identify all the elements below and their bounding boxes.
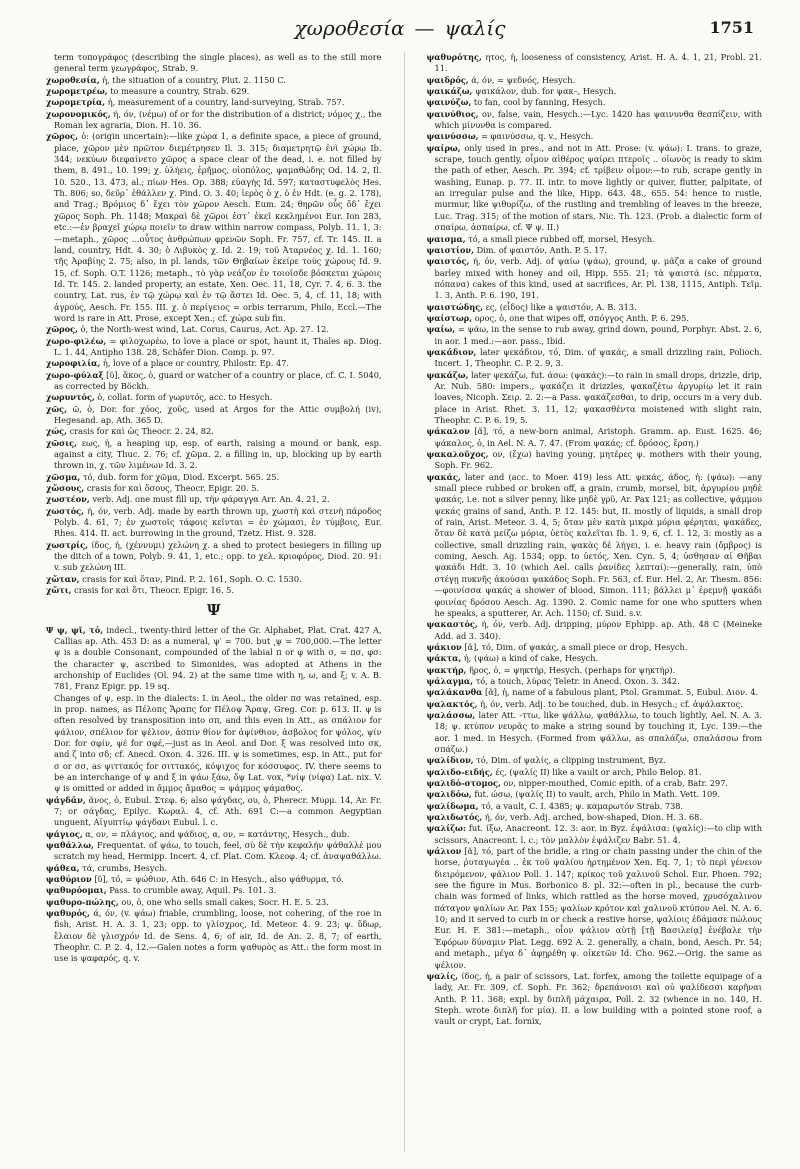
- entry-headword: ψάγδᾱν,: [46, 794, 86, 805]
- dictionary-entry: [46, 840, 382, 863]
- entry-definition: = ψάω, in the sense to rub away, grind down, pound, Porphyr. Abst. 2. 6, in aor. 1 med.:—aor. pass., Ibid.: [434, 324, 762, 346]
- dictionary-entry: [426, 143, 762, 234]
- dictionary-entry: [426, 778, 762, 789]
- dictionary-entry: [426, 699, 762, 710]
- entry-definition: = φαινύσσω, q. v., Hesych.: [481, 131, 594, 142]
- entry-headword: ψαθυρότης,: [426, 52, 482, 62]
- entry-definition: [ῠ], ἄκος, ὁ, guard or watcher of a country or place, cf. C. I. 5040, as corrected by Böckh.: [54, 369, 382, 391]
- dictionary-entry: [426, 801, 762, 812]
- entry-definition: later Att. -ττω, like ψάλλω, ψαθάλλω, to touch lightly, Ael. N. A. 3. 18; ψ. κτύπον νευρᾶς to make a string sound by touching it, Lyc. 139:—the aor. 1 med. in Hesych. (Formed from ψάλλω, as σπαλάζω, σπαλάσσω from σπάζω.): [434, 709, 762, 754]
- entry-definition: Frequentat. of ψάω, to touch, feel, σὺ δὲ τὴν κεφαλήν ψάθαλλέ μου scratch my head, Hermipp. Incert. 4, cf. Plat. Com. Κλεοφ. 4; cf. ἀναψαθάλλω.: [54, 840, 382, 862]
- dictionary-entry: [426, 97, 762, 108]
- entry-headword: ψάκαλον: [426, 426, 470, 437]
- dictionary-entry: [46, 897, 382, 908]
- entry-headword: ψαίστωρ,: [426, 312, 473, 323]
- dictionary-entry: [46, 506, 382, 540]
- section-letter: Ψ: [206, 600, 221, 619]
- dictionary-entry: [46, 472, 382, 483]
- dictionary-entry: [46, 693, 382, 795]
- dictionary-entry: [46, 109, 382, 132]
- entry-headword: χῶρος,: [46, 324, 78, 335]
- entry-headword: χωστρίς,: [46, 539, 88, 550]
- page-number: 1751: [709, 18, 754, 37]
- entry-headword: χωρομετρία,: [46, 97, 106, 108]
- entry-headword: ψαλίζω:: [426, 823, 466, 834]
- entry-definition: τό, a small piece rubbed off, morsel, Hesych.: [468, 233, 655, 244]
- entry-definition: τό, a touch, λύρας Teletr. in Anecd. Oxon. 3. 342.: [475, 675, 680, 686]
- dictionary-entry: [426, 472, 762, 619]
- dictionary-entry: [426, 426, 762, 449]
- dictionary-entry: [426, 131, 762, 142]
- dictionary-entry: [46, 574, 382, 585]
- entry-definition: ή, όν, verb. Adj. arched, bow-shaped, Dion. H. 3. 68.: [484, 812, 702, 823]
- entry-headword: ψαινύζω,: [426, 97, 472, 108]
- entry-definition: crasis for καὶ ὅτι, Theocr. Epigr. 16. 5.: [74, 585, 234, 596]
- entry-definition: crasis for καὶ ὅσους, Theocr. Epigr. 20. 5.: [86, 483, 260, 494]
- right-column: [426, 52, 762, 1152]
- entry-headword: ψακάζω,: [426, 369, 469, 380]
- entry-headword: ψαλιδο-ειδής,: [426, 766, 493, 777]
- dictionary-entry: [46, 540, 382, 574]
- entry-definition: crasis for καὶ ὅταν, Pind. P. 2. 161, Soph. O. C. 1530.: [82, 573, 302, 584]
- entry-definition: ή, όν, verb. Adj. to be touched, dub. in Hesych.; cf. ἀψάλακτος.: [480, 698, 743, 709]
- entry-headword: χωροθεσία,: [46, 74, 100, 85]
- entry-definition: verb. Adj. one must fill up, τὴν φάραγγα Arr. An. 4. 21, 2.: [92, 494, 330, 505]
- dictionary-entry: [426, 971, 762, 1028]
- dictionary-entry: [46, 885, 382, 896]
- dictionary-entry: [46, 324, 382, 335]
- entry-headword: χῶρος,: [46, 131, 78, 142]
- entry-headword: χωρο-φιλέω,: [46, 335, 107, 346]
- entry-definition: to fan, cool by fanning, Hesych.: [473, 97, 606, 108]
- entry-headword: ψαιδρός,: [426, 74, 469, 85]
- dictionary-entry: [426, 710, 762, 755]
- entry-definition: ον, (ἔχω) having young, μητέρες ψ. mothers with their young, Soph. Fr. 962.: [434, 449, 762, 471]
- dictionary-entry: [426, 642, 762, 653]
- entry-definition: term τοπογράφος (describing the single places), as well as to the still more general term γεωγράφος, Strab. 9.: [54, 52, 382, 74]
- entry-definition: to measure a country, Strab. 629.: [110, 86, 250, 97]
- entry-headword: ψαλιδόω,: [426, 789, 472, 800]
- dictionary-entry: [426, 324, 762, 347]
- dictionary-entry: [46, 483, 382, 494]
- entry-definition: [ᾰ], ἡ, name of a fabulous plant, Ptol. Grammat. 5, Eubul. Διον. 4.: [485, 687, 759, 698]
- entry-definition: τό, dub. form for χῶμα, Diod. Excerpt. 565. 25.: [82, 471, 280, 482]
- dictionary-entry: [426, 75, 762, 86]
- entry-headword: ψαλάκανθα: [426, 687, 483, 698]
- entry-headword: χωρυντός,: [46, 392, 95, 403]
- dictionary-entry: [46, 392, 382, 403]
- entry-definition: ορος, ὁ, one that wipes off, σπόγγος Anth. P. 6. 295.: [474, 312, 689, 323]
- entry-definition: only used in pres., and not in Att. Prose: (v. ψάω): I. trans. to graze, scrape, touch gently, οἶμον αἰθέρος ψαίρει πτεροῖς .. οἰωνὸς is ready to skim the path of ether, Aesch. Pr. 394; cf. τρίβειν οἶμον:—to rub, scrape gently in washing, Eunap. p. 77. II. intr. to move lightly or quiver, flutter, palpitate, of an irregular pulse and the like, Hipp. 643. 48., 655. 54: hence to rustle, murmur, like ψιθυρίζω, of the rustling and trembling of leaves in the breeze, Luc. Trag. 315; of the motion of stars, Nic. Th. 123. (Prob. a dialectic form of σπαίρω, ἀσπαίρω, cf. Ψ ψ. II.): [434, 142, 762, 233]
- entry-headword: ψαινύσσω,: [426, 131, 479, 142]
- entry-headword: ψακαλοῦχος,: [426, 449, 489, 460]
- entry-headword: χῶς,: [46, 403, 68, 414]
- entry-definition: [ᾰ], τό, part of the bridle, a ring or chain passing under the chin of the horse, ῥυταγωγέα .. ἐκ τοῦ ψαλίου ἠρτημένον Xen. Eq. 7, 1; τὸ περὶ γένειον διειρόμενον, ψάλιον Poll. 1. 147; κρίκος τοῦ χαλινοῦ Schol. Eur. Phoen. 792; see the figure in Mus. Borbonico 8. pl. 32:—often in pl., because the curb-chain was formed of links, which rattled as the horse moved, χρυσόχαλινον πάταγον ψαλίων Ar. Pax 155; ψαλίων κρότον καὶ χαλινοῦ κτύπον Ael. N. A. 6. 10; and it served to curb in or check a restive horse, ψαλίοις ἐδάμασε πώλους Eur. H. F. 381:—metaph., οἷον ψάλιον αὐτῇ [τῇ Βασιλείᾳ] ἐνέβαλε τὴν Ἐφόρων δύναμιν Plat. Legg. 692 A. 2. generally, a chain, bond, Aesch. Pr. 54; and metaph., μέγα δ᾽ ἀφῃρέθη ψ. οἰκετῶν Id. Cho. 962.—Orig. the same as ψέλιον.: [434, 846, 762, 970]
- entry-definition: ῆρος, ὁ, = ψηκτήρ, Hesych. (perhaps for ψηκτήρ).: [469, 664, 676, 675]
- dictionary-entry: [426, 245, 762, 256]
- dictionary-entry: [46, 863, 382, 874]
- dictionary-entry: [426, 755, 762, 766]
- entry-headword: ψαθύριον: [46, 874, 92, 885]
- entry-headword: χῶσις,: [46, 437, 78, 448]
- entry-headword: χώς,: [46, 426, 68, 437]
- entry-headword: ψακάς,: [426, 471, 461, 482]
- running-head: [0, 16, 800, 40]
- dictionary-entry: [46, 370, 382, 393]
- entry-definition: fut. ίξω, Anacreont. 12. 3: aor. in Byz. ἐψάλισα: (ψαλίς):—to clip with scissors, Anacreont. l. c.; τὸν μαλλὸν ἐψάλιζεν Babr. 51. 4.: [434, 823, 762, 845]
- dictionary-entry: [426, 302, 762, 313]
- entry-headword: Ψ ψ, ψῖ, τό,: [46, 624, 104, 635]
- dictionary-entry: [46, 494, 382, 505]
- dictionary-entry: [426, 109, 762, 132]
- entry-headword: ψαιστός,: [426, 256, 470, 267]
- entry-definition: ά, όν, (v. ψάω) friable, crumbling, loose, not cohering, of the roe in fish, Arist. H. A. 3. 1, 23; opp. to γλίσχρος, Id. Meteor. 4. 9. 23; ψ. ὕδωρ, ἔλαιον δὲ γλισχρόν Id. de Sens. 4, 6; of air, Id. de An. 2. 8, 7; of earth, Theophr. C. P. 2. 4, 12.—Galen notes a form ψαθυρὸς as Att.: the form most in use is ψαφαρός, q. v.: [54, 908, 382, 964]
- entry-definition: ον, nipper-mouthed, Comic epith. of a crab, Batr. 297.: [503, 778, 729, 788]
- entry-definition: ά, όν, = ψεδνός, Hesych.: [471, 74, 576, 85]
- dictionary-entry: [46, 438, 382, 472]
- dictionary-entry: [426, 665, 762, 676]
- entry-headword: ψάθεα,: [46, 862, 80, 873]
- entry-definition: ές, (ψαλίς II) like a vault or arch, Philo Belop. 81.: [495, 766, 702, 777]
- entry-definition: crasis for καὶ ὡς Theocr. 2. 24, 82.: [69, 426, 214, 437]
- entry-headword: ψαθυρόομαι,: [46, 885, 107, 896]
- dictionary-entry: [46, 336, 382, 359]
- entry-headword: χωστέον,: [46, 494, 90, 505]
- entry-definition: ἡ, measurement of a country, land-surveying, Strab. 757.: [107, 97, 345, 108]
- entry-headword: ψάκτα,: [426, 653, 462, 664]
- entry-headword: ψαισμα,: [426, 233, 466, 244]
- dictionary-entry: [426, 653, 762, 664]
- column-divider: [404, 52, 405, 1152]
- dictionary-entry: [426, 676, 762, 687]
- left-column: [46, 52, 382, 1152]
- entry-headword: ψαθάλλω,: [46, 840, 94, 851]
- entry-headword: ψαλίδιον,: [426, 755, 474, 766]
- entry-definition: ου, ὁ, one who sells small cakes, Socr. H. E. 5. 23.: [121, 896, 329, 907]
- dictionary-entry: [46, 86, 382, 97]
- entry-definition: [ᾰ], τό, Dim. of ψακάς, a small piece or drop, Hesych.: [464, 641, 688, 652]
- entry-headword: χὤσους,: [46, 483, 85, 494]
- entry-headword: χὤτι,: [46, 585, 72, 596]
- entry-definition: ἡ, the situation of a country, Plut. 2. 1150 C.: [102, 74, 286, 85]
- dictionary-entry: [426, 812, 762, 823]
- entry-headword: χὤταν,: [46, 573, 80, 584]
- entry-definition: ητος, ἡ, looseness of consistency, Arist. H. A. 4. 1, 21, Probl. 21. 11.: [434, 52, 762, 74]
- entry-definition: ἡ, (ψάω) a kind of cake, Hesych.: [463, 653, 599, 664]
- left-entries: [46, 52, 382, 597]
- entry-definition: later and (acc. to Moer. 419) less Att. ψεκάς, άδος, ἡ: (ψάω): —any small piece rubbed or broken off, a grain, crumb, morsel, bit, ἀργυρίου μηδὲ ψακάς, i.e. not a silver penny, like μηδὲ γρῦ, Ar. Pax 121; as collective, ψάμμου ψεκάς grains of sand, Anth. P. 12. 145: but, II. mostly of liquids, a small drop of rain, Arist. Meteor. 3. 4, 5; ὅταν μὲν κατὰ μικρὰ μόρια φέρηται, ψακάδες, ὅταν δὲ κατὰ μείζω μόρια, ὑετὸς καλεῖται Ib. 1. 9, 6, cf. 1. 12, 3: mostly as a collective, small drizzling rain, ψακὰς δὲ λήγει, i. e. heavy rain (ὄμβρος) is coming, Aesch. Ag. 1534; opp. to ὑετός, Xen. Cyn. 5, 4; ὑσθησαν αἱ Θῆβαι ψακάδι Hdt. 3. 10 (which Ael. calls ῥανίδες λεπταί):—generally, rain, ὑπὸ στέγῃ πυκνῆς ἀκούσαι ψακάδος Soph. Fr. 563, cf. Eur. Hel. 2, Ar. Thesm. 856:—φοινίσσα ψακάς a shower of blood, Simon. 111; βάλλει μ᾽ ἐρεμνῇ ψακάδι φοινίας δρόσου Aesch. Ag. 1390. 2. Comic name for one who sputters when he speaks, a sputterer, Ar. Ach. 1150; cf. Suid. s.v.: [434, 471, 762, 618]
- dictionary-entry: [426, 370, 762, 427]
- running-head-last-word: ψαλίς: [444, 16, 506, 40]
- entry-definition: ῶ, ὁ, Dor. for χόος, χοῦς, used at Argos for the Attic συμβολή (iv), Hegesand. ap. Ath. 365 D.: [54, 403, 382, 425]
- running-head-dash: —: [414, 16, 435, 40]
- entry-definition: ή, όν, verb. Adj. dripping, μύρον Ephipp. ap. Ath. 48 C (Meineke Add. ad 3. 340).: [434, 619, 762, 641]
- entry-headword: ψαλιδό-στομος,: [426, 778, 501, 788]
- running-head-first-word: χωροθεσία: [294, 16, 405, 40]
- dictionary-entry: [46, 874, 382, 885]
- entry-headword: ψάλαγμα,: [426, 675, 474, 686]
- entry-headword: χῶσμα,: [46, 471, 81, 482]
- dictionary-entry: [426, 449, 762, 472]
- entry-definition: [ᾰ], τό, a new-born animal, Aristoph. Gramm. ap. Eust. 1625. 46; ψάκαλος, ὁ, in Ael. N. A. 7. 47. (From ψακάς; cf. δρόσος, ἕρση.): [434, 426, 762, 448]
- dictionary-entry: [426, 313, 762, 324]
- entry-headword: ψαλακτός,: [426, 698, 478, 709]
- dictionary-entry: [46, 75, 382, 86]
- dictionary-entry: [426, 256, 762, 301]
- entry-headword: ψαλάσσω,: [426, 709, 476, 720]
- dictionary-entry: [46, 97, 382, 108]
- entry-definition: later ψεκάζω, fut. άσω: (ψακάς):—to rain in small drops, drizzle, drip, Ar. Nub. 580: impers., ψακάζει it drizzles, ψακαζέτω ἀργυρίῳ let it rain loaves, Nicoph. Σειρ. 2. 2:—a Pass. ψακάζεσθαι, to drip, occurs in a very dub. place in Arist. Rhet. 3. 11, 12; ψακασθέντα moistened with slight rain, Theophr. C. P. 6. 19, 5.: [434, 369, 762, 425]
- dictionary-entry: [426, 347, 762, 370]
- dictionary-entry: [46, 829, 382, 840]
- entry-definition: ες, (εἶδος) like a ψαιστόν, A. B. 313.: [485, 301, 637, 312]
- dictionary-entry: [426, 86, 762, 97]
- entry-definition: τά, crumbs, Hesych.: [82, 862, 167, 873]
- page-header: [0, 14, 800, 44]
- entry-definition: ᾶνος, ὁ, Eubul. Στεφ. 6; also ψάγδας, ου, ὁ, Pherecr. Μυρμ. 14, Ar. Fr. 7; or σάγδας, Epilyc. Κωραλ. 4, cf. Ath. 691 C:—a common Aegyptian unguent, Αἰγυπτίῳ ψάγδανι Eubul. l. c.: [54, 794, 382, 828]
- entry-headword: ψαλιδωτός,: [426, 812, 483, 823]
- entry-definition: later ψεκάδιον, τό, Dim. of ψακάς, a small drizzling rain, Polioch. Incert. 1, Theophr. C. P. 2. 9, 3.: [434, 346, 762, 369]
- dictionary-entry: [426, 823, 762, 846]
- entry-definition: = φιλοχωρέω, to love a place or spot, haunt it, Thales ap. Diog. L. 1. 44, Antipho 138. 28, Schäfer Dion. Comp. p. 97.: [54, 335, 382, 357]
- entry-headword: ψαίρω,: [426, 142, 461, 153]
- entry-definition: ή, όν, (νέμω) of or for the distribution of a district; νόμος χ., the Roman lex agraria, Dion. H. 10. 36.: [54, 108, 382, 131]
- dictionary-entry: [426, 789, 762, 800]
- dictionary-entry: [426, 687, 762, 698]
- entry-definition: ὁ, collat. form of γωρυτός, acc. to Hesych.: [97, 392, 273, 403]
- entry-headword: ψαιστίον,: [426, 244, 474, 255]
- entry-headword: ψακαστός,: [426, 619, 478, 630]
- entry-headword: ψάλιον: [426, 846, 462, 857]
- dictionary-entry: [46, 358, 382, 369]
- entry-headword: χωρονομικός,: [46, 108, 111, 119]
- dictionary-entry: [46, 426, 382, 437]
- entry-headword: ψαικάζω,: [426, 86, 473, 97]
- entry-definition: Changes of ψ, esp. in the dialects: I. in Aeol., the older πσ was retained, esp. in prop. names, as Πέλοπς Ἄραπς for Πέλοψ Ἄραψ, Greg. Cor. p. 613. II. ψ is often resolved by transposition into σπ, and this even in Att., as σπάλιον for ψάλιον, σπέλιον for ψέλιον, ἀσπιν θίον for ἀψίνθιον, ἀσβολος for ψόλος, ψίν Dor. for σφίν, ψέ for σφέ,—just as in Aeol. and Dor. ξ was resolved into σκ, and ζ into σδ; cf. Anecd. Oxon. 4. 326. III. ψ is sometimes, esp. in Att., put for σ or σσ, as ψιττακός for σιττακός, κόψιχος for κόσσυφος. IV. there seems to be an interchange of ψ and ξ in ψάω ξάω, ὄψ Lat. vox, *νίψ (νίφα) Lat. nix. V. ψ is omitted or added in ἄμμος ἄμαθος = ψάμμος ψάμαθος.: [54, 692, 382, 794]
- entry-definition: ίδος, ἡ, (χέννυμι) χελώνη χ. a shed to protect besiegers in filling up the ditch of a town, Polyb. 9. 41, 1, etc.; opp. to χελ. κριοφόρος, Diod. 20. 91: v. sub χελώνη III.: [54, 539, 382, 573]
- entry-definition: Dim. of ψαιστόν, Anth. P. 5. 17.: [476, 244, 608, 255]
- entry-definition: τό, a vault, C. I. 4385; ψ. καμαρωτόν Strab. 738.: [481, 800, 684, 811]
- dictionary-entry: [46, 908, 382, 965]
- entry-definition: ή, όν, verb. Adj. of ψαίω (ψάω), ground, ψ. μᾶζα a cake of ground barley mixed with honey and oil, Hipp. 555. 21; τὰ ψαιστά (sc. πέμματα, πόπανα) cakes of this kind, used at sacrifices, Ar. Pl. 138, 1115, Antiph. Τεῖμ. 1. 3, Anth. P. 6. 190, 191.: [434, 256, 762, 301]
- left-entries-after-letter: [46, 625, 382, 965]
- entry-headword: ψάγιος,: [46, 828, 83, 839]
- dictionary-entry: [46, 795, 382, 829]
- dictionary-entry: [46, 585, 382, 596]
- entry-definition: α, ον, = πλάγιος, and ψάδιος, α, ον, = κατάντης, Hesych., dub.: [85, 828, 350, 839]
- entry-headword: ψαθυρός,: [46, 908, 90, 919]
- dictionary-entry: [426, 846, 762, 971]
- entry-headword: χωστός,: [46, 505, 85, 516]
- entry-headword: ψαλίδωμα,: [426, 800, 479, 811]
- entry-headword: ψαινύθιος,: [426, 108, 479, 119]
- entry-definition: Pass. to crumble away, Aquil. Ps. 101. 3.: [109, 885, 277, 896]
- entry-definition: ον, false, vain, Hesych.:—Lyc. 1420 has ψαινυνθα θεσπίζειν, with which μίνυνθα is compared.: [434, 108, 762, 131]
- entry-definition: τό, Dim. of ψαλίς, a clipping instrument, Byz.: [476, 755, 666, 766]
- dictionary-entry: [46, 131, 382, 324]
- entry-definition: ή, όν, verb. Adj. made by earth thrown up, χωστὴ καὶ στενὴ πάροδος Polyb. 4. 61, 7; ἐν χωστοῖς τάφοις κεῖνται = ἐν χώμασι, ἐν τύμβοις, Eur. Rhes. 414. II. act. burrowing in the ground, Tzetz. Hist. 9. 328.: [54, 505, 382, 539]
- entry-definition: ψαικάλον, dub. for ψακ–, Hesych.: [475, 86, 617, 97]
- entry-definition: ἡ, love of a place or country, Philostr. Ep. 47.: [102, 358, 290, 369]
- right-entries: [426, 52, 762, 1028]
- dictionary-entry: [426, 619, 762, 642]
- dictionary-entry: [46, 404, 382, 427]
- entry-columns: [46, 52, 762, 1152]
- entry-definition: ὁ: (origin uncertain):—like χώρα 1, a definite space, a piece of ground, place, χῶρον μὲν πρῶτον διεμέτρησεν Il. 3. 315; διαμετρητῷ ἐνὶ χώρῳ Ib. 344; νεκύων διεφαίνετο χῶρος a space clear of the dead, i. e. not filled by them, 8. 491., 10. 199; χ. ὑλήεις, ἐρῆμος, οἰοπόλος, ψαμαθώδης Od. 14. 2, Il. 10. 520., 13. 473, al.; πίων Hes. Op. 388; εὐαγὴς Id. 597; καταστυφελὸς Hes. Th. 806; so, δεῦρ᾽ ἐθάλλεν χ. Pind. O. 3. 40; ἱερὸς ὁ χ. ὁ ἐν Hdt. (e. g. 2. 178), and Trag.; Βρόμιος δ᾽ ἔχει τὸν χῶρον Aesch. Eum. 24; θηρῶν οὗς ὅδ᾽ ἔχει χῶρος Soph. Ph. 1148; Μακραὶ δὲ χῶροι ἐστ᾽ ἐκεῖ κεκλημένοι Eur. Ion 283, etc.:—ἐν βραχεῖ χώρῳ ποιεῖν to draw within narrow compass, Polyb. 11. 1, 3:—metaph., χῶρος ...οὗτος ἀνθρώπων φρενῶν Soph. Fr. 757, cf. Tr. 145. II. a land, country, Hdt. 4. 30; ὁ Λιβυκὸς χ. Id. 2. 19; τοῦ Ἀταρνέος χ. Id. 1. 160; τῆς Ἀραβίης 2. 75; also, in pl. lands, τῶν Θηβαίων ἐκείρε τοὺς χώρους Id. 9. 15, cf. Soph. O.T. 1126; metaph., τὸ γὰρ νεάζον ἐν τοιοῖσδε βόσκεται χώροις Id. Tr. 145. 2. landed property, an estate, Xen. Oec. 11, 18, Cyr. 7. 4, 6. 3. the country, Lat. rus, ἐν τῷ χώρῳ καὶ ἐν τῷ ἄστει Id. Oec. 5, 4, cf. 11, 18; with ἀγρούς, Aesch. Fr. 155. III. χ. ὁ περίγειος = orbis terrarum, Philo, Eccl.—The word is rare in Att. Prose, except Xen.; cf. χώρα sub fin.: [54, 131, 382, 323]
- entry-headword: ψακάδιον,: [426, 346, 477, 357]
- entry-headword: χωρο-φύλαξ: [46, 369, 104, 380]
- entry-headword: χωροφιλία,: [46, 358, 101, 369]
- dictionary-entry: [426, 234, 762, 245]
- dictionary-entry: [46, 52, 382, 75]
- entry-headword: ψακτήρ,: [426, 664, 467, 675]
- entry-headword: χωρομετρέω,: [46, 86, 108, 97]
- entry-headword: ψαλίς,: [426, 970, 459, 981]
- entry-definition: indecl., twenty-third letter of the Gr. Alphabet, Plat. Crat. 427 A, Callias ap. Ath. 453 D: as a numeral, ψ′ = 700. but ͵ψ = 700,000.—The letter ψ is a double Consonant, compounded of the labial π or φ with σ, = πσ, φσ: the character ψ, ascribed to Simonides, was adopted at Athens in the archonship of Euclides (Ol. 94. 2) at the same time with η, ω, and ξ; v. A. B. 781, Franz Epigr. pp. 19 sq.: [54, 624, 382, 692]
- entry-headword: ψαίω,: [426, 324, 456, 335]
- dictionary-entry: [426, 52, 762, 75]
- dictionary-entry: [426, 767, 762, 778]
- entry-definition: [ῠ], τό, = ψώθιον, Ath. 646 C: in Hesych., also ψάθυρμα, τό.: [94, 874, 344, 885]
- entry-definition: ίδος, ἡ, a pair of scissors, Lat. forfex, among the toilette equipage of a lady, Ar. Fr. 309, cf. Soph. Fr. 362; δρεπάνοισι καὶ οὐ ψαλίδεσσι καρῆναι Anth. P. 11. 368; expl. by διπλῆ μάχαιρα, Poll. 2. 32 (whence in no. 140, H. Steph. wrote διπλῆ for μία). II. a low building with a pointed stone roof, a vault or crypt, Lat. fornix,: [434, 970, 762, 1027]
- dictionary-entry: [46, 625, 382, 693]
- entry-definition: εως, ἡ, a heaping up, esp. of earth, raising a mound or bank, esp. against a city, Thuc. 2. 76; cf. χῶμα. 2. a filling in, up, blocking up by earth thrown in, χ. τῶν λιμένων Id. 3. 2.: [54, 437, 382, 471]
- entry-headword: ψαιστώδης,: [426, 301, 484, 312]
- entry-definition: ὁ, the North-west wind, Lat. Corus, Caurus, Act. Ap. 27. 12.: [80, 324, 329, 335]
- entry-headword: ψαθυρο-πώλης,: [46, 896, 119, 907]
- entry-headword: ψάκιον: [426, 641, 462, 652]
- entry-definition: fut. ώσω, (ψαλίς II) to vault, arch, Philo in Math. Vett. 109.: [474, 789, 720, 800]
